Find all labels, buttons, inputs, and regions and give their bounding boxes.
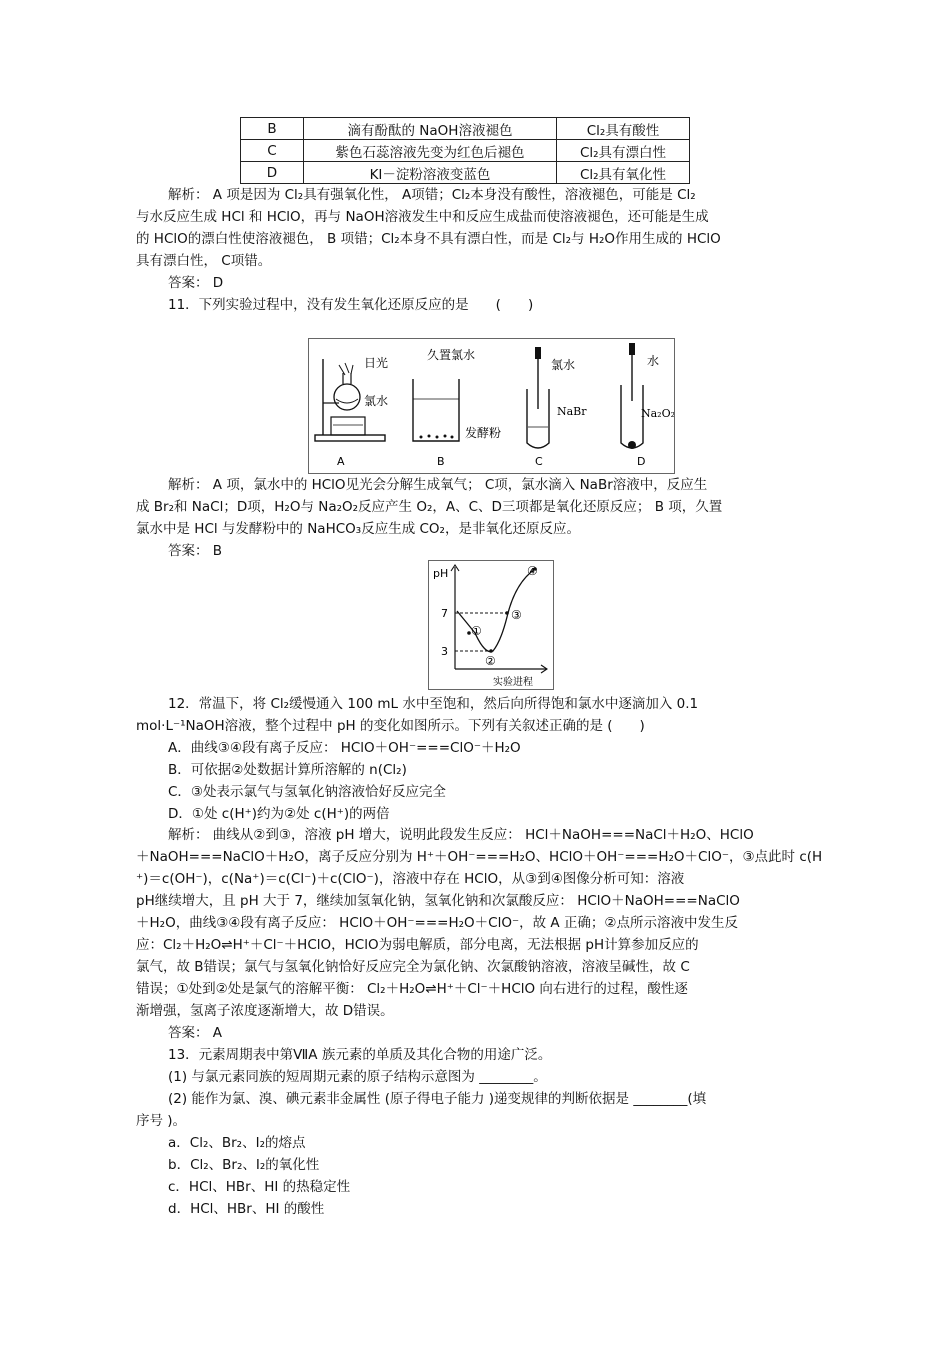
table-cell: C	[241, 140, 304, 162]
point-4: ④	[527, 564, 538, 578]
label-nabr: NaBr	[557, 405, 587, 418]
analysis-line: ⁺)＝c(OH⁻)，c(Na⁺)＝c(Cl⁻)＋c(ClO⁻)，溶液中存在 HClO，从③到④图像分析可知：溶液	[136, 871, 685, 887]
table-cell: Cl₂具有漂白性	[557, 140, 690, 162]
label-water: 水	[647, 354, 660, 368]
question-11: 11．下列实验过程中，没有发生氧化还原反应的是 ( )	[168, 297, 534, 313]
answer-line: 答案： A	[168, 1025, 223, 1041]
analysis-line: 解析： A 项，氯水中的 HClO见光会分解生成氧气； C项，氯水滴入 NaBr溶液中，反应生	[168, 477, 708, 493]
tick-3: 3	[441, 645, 448, 658]
analysis-line: 成 Br₂和 NaCl；D项，H₂O与 Na₂O₂反应产生 O₂，A、C、D三项都是氧化还原反应； B 项，久置	[136, 499, 723, 515]
table-cell: Cl₂具有氧化性	[557, 162, 690, 184]
analysis-line: 解析： 曲线从②到③，溶液 pH 增大，说明此段发生反应： HCl＋NaOH===NaCl＋H₂O、HClO	[168, 827, 754, 843]
label-baking-powder: 发酵粉	[465, 426, 502, 440]
analysis-line: 氯水中是 HCl 与发酵粉中的 NaHCO₃反应生成 CO₂，是非氧化还原反应。	[136, 521, 580, 537]
question-13-part-2: (2) 能作为氯、溴、碘元素非金属性 (原子得电子能力 )递变规律的判断依据是 ________(填	[168, 1091, 707, 1107]
label-b: B	[437, 455, 445, 468]
table-row	[241, 118, 690, 140]
ph-graph	[428, 560, 554, 690]
choice-a: a．Cl₂、Br₂、I₂的熔点	[168, 1135, 306, 1151]
analysis-line: 错误；①处到②处是氯气的溶解平衡： Cl₂＋H₂O⇌H⁺＋Cl⁻＋HClO 向右进行的过程，酸性逐	[136, 981, 688, 997]
choice-c: c．HCl、HBr、HI 的热稳定性	[168, 1179, 351, 1195]
question-12: mol·L⁻¹NaOH溶液，整个过程中 pH 的变化如图所示。下列有关叙述正确的是 ( )	[136, 718, 645, 734]
option-a: A．曲线③④段有离子反应： HClO＋OH⁻===ClO⁻＋H₂O	[168, 740, 521, 756]
table-cell: KI－淀粉溶液变蓝色	[304, 162, 557, 184]
analysis-line: 解析： A 项是因为 Cl₂具有强氧化性， A项错；Cl₂本身没有酸性，溶液褪色，可能是 Cl₂	[168, 187, 696, 203]
choice-d: d．HCl、HBr、HI 的酸性	[168, 1201, 325, 1217]
analysis-line: 氯气，故 B错误；氯气与氢氧化钠恰好反应完全为氯化钠、次氯酸钠溶液，溶液呈碱性，故 C	[136, 959, 690, 975]
analysis-line: 与水反应生成 HCl 和 HClO，再与 NaOH溶液发生中和反应生成盐而使溶液褪色，还可能是生成	[136, 209, 709, 225]
experiment-figure	[308, 338, 675, 474]
tick-7: 7	[441, 607, 448, 620]
label-c: C	[535, 455, 543, 468]
point-1: ①	[471, 624, 482, 638]
answer-line: 答案： B	[168, 543, 223, 559]
label-chlorine-water-c: 氯水	[551, 358, 576, 372]
experiment-illustration	[309, 339, 674, 473]
label-a: A	[337, 455, 345, 468]
analysis-line: 应：Cl₂＋H₂O⇌H⁺＋Cl⁻＋HClO，HClO为弱电解质，部分电离，无法根据 pH计算参加反应的	[136, 937, 699, 953]
analysis-line: ＋H₂O，曲线③④段有离子反应： HClO＋OH⁻===H₂O＋ClO⁻，故 A 正确；②点所示溶液中发生反	[136, 915, 739, 931]
table-cell: B	[241, 118, 304, 140]
table-cell: 紫色石蕊溶液先变为红色后褪色	[304, 140, 557, 162]
question-13: 13．元素周期表中第ⅦA 族元素的单质及其化合物的用途广泛。	[168, 1047, 552, 1063]
analysis-line: pH继续增大，且 pH 大于 7，继续加氢氧化钠，氢氧化钠和次氯酸反应： HClO＋NaOH===NaClO	[136, 893, 740, 909]
table-row	[241, 162, 690, 184]
label-sunlight: 日光	[364, 356, 389, 370]
question-13-part-1: (1) 与氯元素同族的短周期元素的原子结构示意图为 ________。	[168, 1069, 547, 1085]
options-table	[240, 117, 690, 184]
question-12: 12．常温下，将 Cl₂缓慢通入 100 mL 水中至饱和，然后向所得饱和氯水中逐滴加入 0.1	[168, 696, 699, 712]
point-2: ②	[485, 654, 496, 668]
analysis-line: 渐增强，氢离子浓度逐渐增大，故 D错误。	[136, 1003, 394, 1019]
label-aged-chlorine-water: 久置氯水	[427, 348, 476, 362]
table-cell: D	[241, 162, 304, 184]
label-d: D	[637, 455, 646, 468]
table-cell: Cl₂具有酸性	[557, 118, 690, 140]
point-3: ③	[511, 608, 522, 622]
answer-line: 答案： D	[168, 275, 224, 291]
table-cell: 滴有酚酞的 NaOH溶液褪色	[304, 118, 557, 140]
option-c: C．③处表示氯气与氢氧化钠溶液恰好反应完全	[168, 784, 447, 800]
option-d: D．①处 c(H⁺)约为②处 c(H⁺)的两倍	[168, 806, 390, 822]
question-13-part-2: 序号 )。	[136, 1113, 187, 1129]
label-na2o2: Na₂O₂	[641, 407, 674, 420]
ph-curve	[429, 561, 553, 689]
x-axis-label: 实验进程	[493, 677, 533, 688]
analysis-line: ＋NaOH===NaClO＋H₂O，离子反应分别为 H⁺＋OH⁻===H₂O、HClO＋OH⁻===H₂O＋ClO⁻，③点此时 c(H	[136, 849, 823, 865]
option-b: B．可依据②处数据计算所溶解的 n(Cl₂)	[168, 762, 407, 778]
label-chlorine-water-a: 氯水	[364, 394, 389, 408]
table-row	[241, 140, 690, 162]
y-axis-label: pH	[433, 567, 449, 580]
analysis-line: 具有漂白性， C项错。	[136, 253, 272, 269]
analysis-line: 的 HClO的漂白性使溶液褪色， B 项错；Cl₂本身不具有漂白性，而是 Cl₂与 H₂O作用生成的 HClO	[136, 231, 721, 247]
choice-b: b．Cl₂、Br₂、I₂的氧化性	[168, 1157, 320, 1173]
